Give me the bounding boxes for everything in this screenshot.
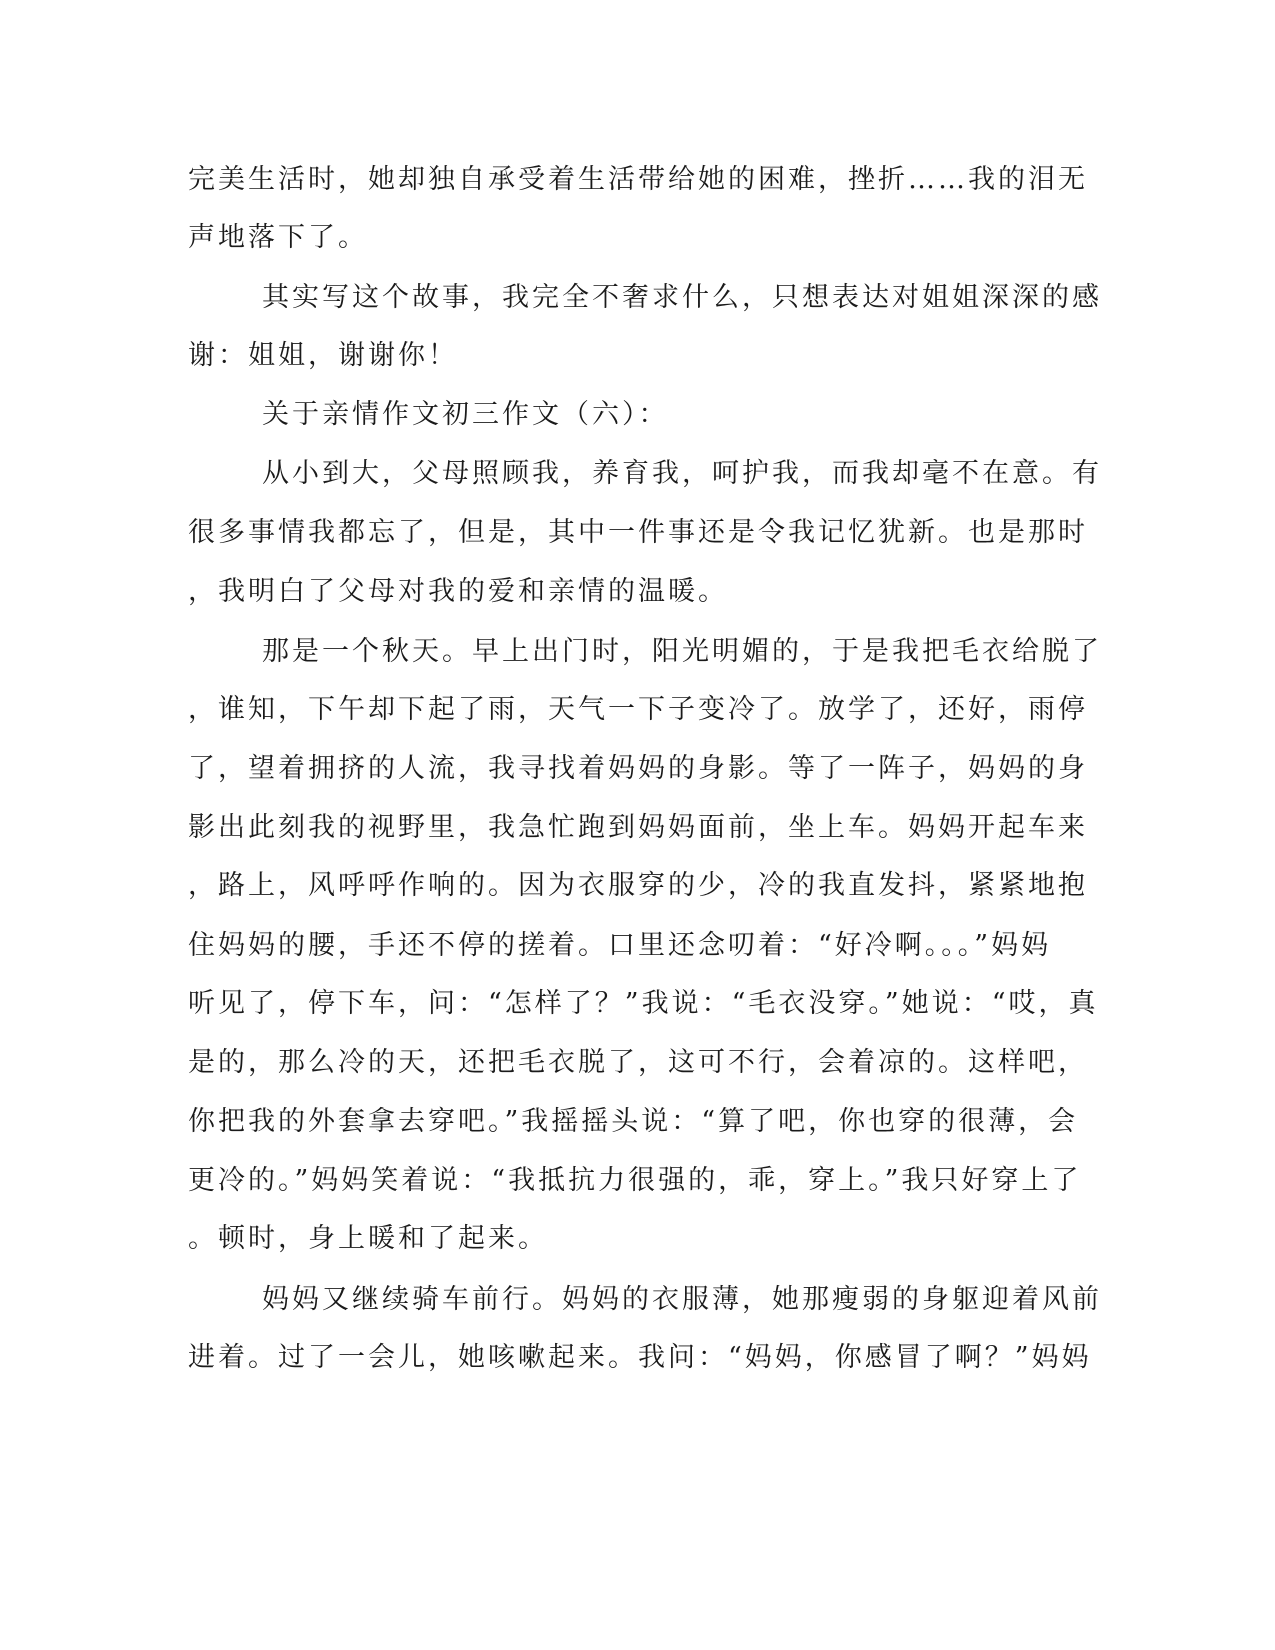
text-line: 谢：姐姐，谢谢你！ [188, 340, 458, 371]
paragraph-start: 那是一个秋天。早上出门时，阳光明媚的，于是我把毛衣给脱了 [262, 636, 1102, 667]
paragraph-start: 其实写这个故事，我完全不奢求什么，只想表达对姐姐深深的感 [262, 282, 1102, 313]
paragraph-start: 从小到大，父母照顾我，养育我，呵护我，而我却毫不在意。有 [262, 458, 1102, 489]
text-line: ，谁知，下午却下起了雨，天气一下子变冷了。放学了，还好，雨停 [188, 694, 1088, 725]
text-line: 声地落下了。 [188, 222, 368, 253]
text-line: 更冷的。”妈妈笑着说：“我抵抗力很强的，乖，穿上。”我只好穿上了 [188, 1165, 1082, 1196]
text-line: 很多事情我都忘了，但是，其中一件事还是令我记忆犹新。也是那时 [188, 517, 1088, 548]
text-line: 听见了，停下车，问：“怎样了？”我说：“毛衣没穿。”她说：“哎，真 [188, 988, 1099, 1019]
text-line: 影出此刻我的视野里，我急忙跑到妈妈面前，坐上车。妈妈开起车来 [188, 812, 1088, 843]
text-line: 完美生活时，她却独自承受着生活带给她的困难，挫折……我的泪无 [188, 164, 1088, 195]
section-heading: 关于亲情作文初三作文（六）： [262, 399, 669, 430]
text-line: 进着。过了一会儿，她咳嗽起来。我问：“妈妈，你感冒了啊？”妈妈 [188, 1342, 1092, 1373]
text-line: ，路上，风呼呼作响的。因为衣服穿的少，冷的我直发抖，紧紧地抱 [188, 870, 1088, 901]
text-line: 住妈妈的腰，手还不停的搓着。口里还念叨着：“好冷啊。。。”妈妈 [188, 930, 1052, 961]
text-line: 。顿时，身上暖和了起来。 [188, 1223, 548, 1254]
text-line: 是的，那么冷的天，还把毛衣脱了，这可不行，会着凉的。这样吧， [188, 1047, 1088, 1078]
paragraph-start: 妈妈又继续骑车前行。妈妈的衣服薄，她那瘦弱的身躯迎着风前 [262, 1284, 1102, 1315]
text-line: 你把我的外套拿去穿吧。”我摇摇头说：“算了吧，你也穿的很薄，会 [188, 1106, 1079, 1137]
text-line: ，我明白了父母对我的爱和亲情的温暖。 [188, 576, 728, 607]
text-line: 了，望着拥挤的人流，我寻找着妈妈的身影。等了一阵子，妈妈的身 [188, 753, 1088, 784]
